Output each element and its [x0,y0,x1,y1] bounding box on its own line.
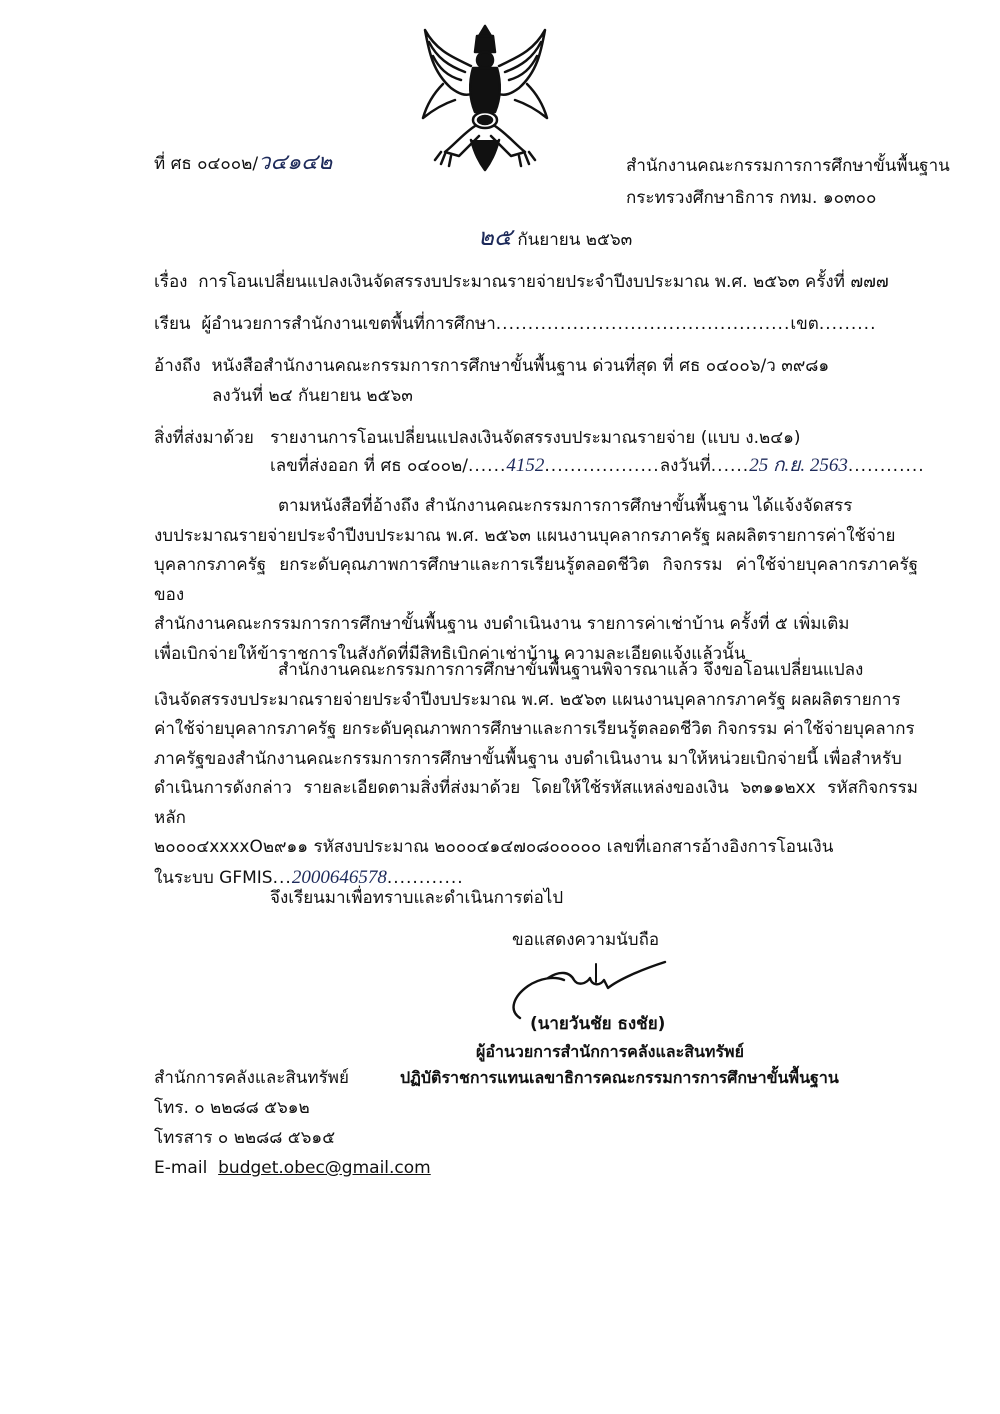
paragraph-2-line-7: ในระบบ GFMIS...2000646578............ [154,866,464,888]
enclosure-line-2: เลขที่ส่งออก ที่ ศธ ๐๔๐๐๒/......4152..................ลงวันที่......25 ก.ย. 2563............ [270,455,925,476]
footer-department: สำนักการคลังและสินทรัพย์ [154,1068,349,1088]
enclosure-line-1 [154,426,801,450]
reference-text-1: หนังสือสำนักงานคณะกรรมการการศึกษาขั้นพื้นฐาน ด่วนที่สุด ที่ ศธ ๐๔๐๐๖/ว ๓๙๘๑ [211,356,830,376]
subject-label: เรื่อง [154,272,188,292]
signature-image [500,960,675,1020]
reference-line-2: ลงวันที่ ๒๔ กันยายน ๒๕๖๓ [212,386,413,406]
office-name: สำนักงานคณะกรรมการการศึกษาขั้นพื้นฐาน [626,156,950,176]
footer-fax: โทรสาร ๐ ๒๒๘๘ ๕๖๑๕ [154,1128,336,1148]
footer-phone: โทร. ๐ ๒๒๘๘ ๕๖๑๒ [154,1098,310,1118]
footer-email-line [154,1156,431,1180]
reference-number [154,150,332,176]
paragraph-2-line-1: สำนักงานคณะกรรมการการศึกษาขั้นพื้นฐานพิจารณาแล้ว จึงขอโอนเปลี่ยนแปลง [278,660,864,680]
paragraph-1-line-5: เพื่อเบิกจ่ายให้ข้าราชการในสังกัดที่มีสิทธิเบิกค่าเช่าบ้าน ความละเอียดแจ้งแล้วนั้น [154,643,746,664]
enclosure-date-label: ลงวันที่ [659,456,711,476]
paragraph-2-line-2: เงินจัดสรรงบประมาณรายจ่ายประจำปีงบประมาณ พ.ศ. ๒๕๖๓ แผนงานบุคลากรภาครัฐ ผลผลิตรายการ [154,689,901,710]
paragraph-1 [154,492,918,669]
footer-email-label: E-mail [154,1158,208,1178]
subject-line [154,270,889,294]
reference-label: อ้างถึง [154,356,201,376]
recipient-area-dots: ......... [818,314,877,334]
reference-handwritten-number: ว๔๑๔๒ [258,149,333,174]
paragraph-2-line-4: ภาครัฐของสำนักงานคณะกรรมการการศึกษาขั้นพื้นฐาน งบดำเนินงาน มาให้หน่วยเบิกจ่ายนี้ เพื่อสำหรับ [154,748,902,769]
enclosure-export-prefix: เลขที่ส่งออก ที่ ศธ ๐๔๐๐๒/ [270,456,468,476]
gfmis-number-handwritten: 2000646578 [291,866,387,888]
paragraph-2-line-5: ดำเนินการดังกล่าว รายละเอียดตามสิ่งที่ส่งมาด้วย โดยให้ใช้รหัสแหล่งของเงิน ๖๓๑๑๒xx รหัสกิจกรรมหลัก [154,778,918,828]
enclosure-date-handwritten: 25 ก.ย. 2563 [749,455,848,476]
enclosure-label: สิ่งที่ส่งมาด้วย [154,428,254,448]
recipient-dots: .............................................. [495,314,791,334]
paragraph-2-line-3: ค่าใช้จ่ายบุคลากรภาครัฐ ยกระดับคุณภาพการศึกษาและการเรียนรู้ตลอดชีวิต กิจกรรม ค่าใช้จ่ายบุคลากร [154,719,915,739]
office-address: กระทรวงศึกษาธิการ กทม. ๑๐๓๐๐ [626,188,877,208]
closing-text: จึงเรียนมาเพื่อทราบและดำเนินการต่อไป [270,888,564,908]
paragraph-1-line-1: ตามหนังสือที่อ้างถึง สำนักงานคณะกรรมการการศึกษาขั้นพื้นฐาน ได้แจ้งจัดสรร [278,496,853,516]
subject-text: การโอนเปลี่ยนแปลงเงินจัดสรรงบประมาณรายจ่ายประจำปีงบประมาณ พ.ศ. ๒๕๖๓ ครั้งที่ ๗๗๗ [198,272,889,292]
enclosure-text-1: รายงานการโอนเปลี่ยนแปลงเงินจัดสรรงบประมาณรายจ่าย (แบบ ง.๒๔๑) [270,428,801,448]
paragraph-1-line-4: สำนักงานคณะกรรมการการศึกษาขั้นพื้นฐาน งบดำเนินงาน รายการค่าเช่าบ้าน ครั้งที่ ๕ เพิ่มเติม [154,614,850,634]
recipient-line [154,312,876,336]
recipient-text: ผู้อำนวยการสำนักงานเขตพื้นที่การศึกษา [201,314,496,334]
gfmis-label: ในระบบ GFMIS [154,867,273,888]
regards-text: ขอแสดงความนับถือ [512,930,660,950]
enclosure-export-number: 4152 [506,455,545,476]
paragraph-2-line-6: ๒๐๐๐๔xxxxO๒๙๑๑ รหัสงบประมาณ ๒๐๐๐๔๑๔๗๐๘๐๐๐๐๐ เลขที่เอกสารอ้างอิงการโอนเงิน [154,837,834,857]
garuda-emblem-icon [415,22,555,172]
paragraph-2 [154,656,918,893]
recipient-label: เรียน [154,314,191,334]
paragraph-1-line-2: งบประมาณรายจ่ายประจำปีงบประมาณ พ.ศ. ๒๕๖๓ แผนงานบุคลากรภาครัฐ ผลผลิตรายการค่าใช้จ่าย [154,525,896,546]
date-day-handwritten: ๒๕ [478,225,512,251]
recipient-area: เขต [790,314,819,334]
reference-line-1 [154,354,829,378]
footer-email-link[interactable]: budget.obec@gmail.com [218,1158,431,1178]
letter-date [478,226,632,252]
date-month-year: กันยายน ๒๕๖๓ [517,230,633,250]
signer-name: (นายวันชัย ธงชัย) [530,1014,666,1034]
paragraph-1-line-3: บุคลากรภาครัฐ ยกระดับคุณภาพการศึกษาและการเรียนรู้ตลอดชีวิต กิจกรรม ค่าใช้จ่ายบุคลากรภาครัฐของ [154,555,918,605]
signer-title-2: ปฏิบัติราชการแทนเลขาธิการคณะกรรมการการศึกษาขั้นพื้นฐาน [400,1068,839,1087]
signer-title-1: ผู้อำนวยการสำนักการคลังและสินทรัพย์ [476,1042,744,1061]
reference-prefix: ที่ ศธ ๐๔๐๐๒/ [154,154,259,174]
